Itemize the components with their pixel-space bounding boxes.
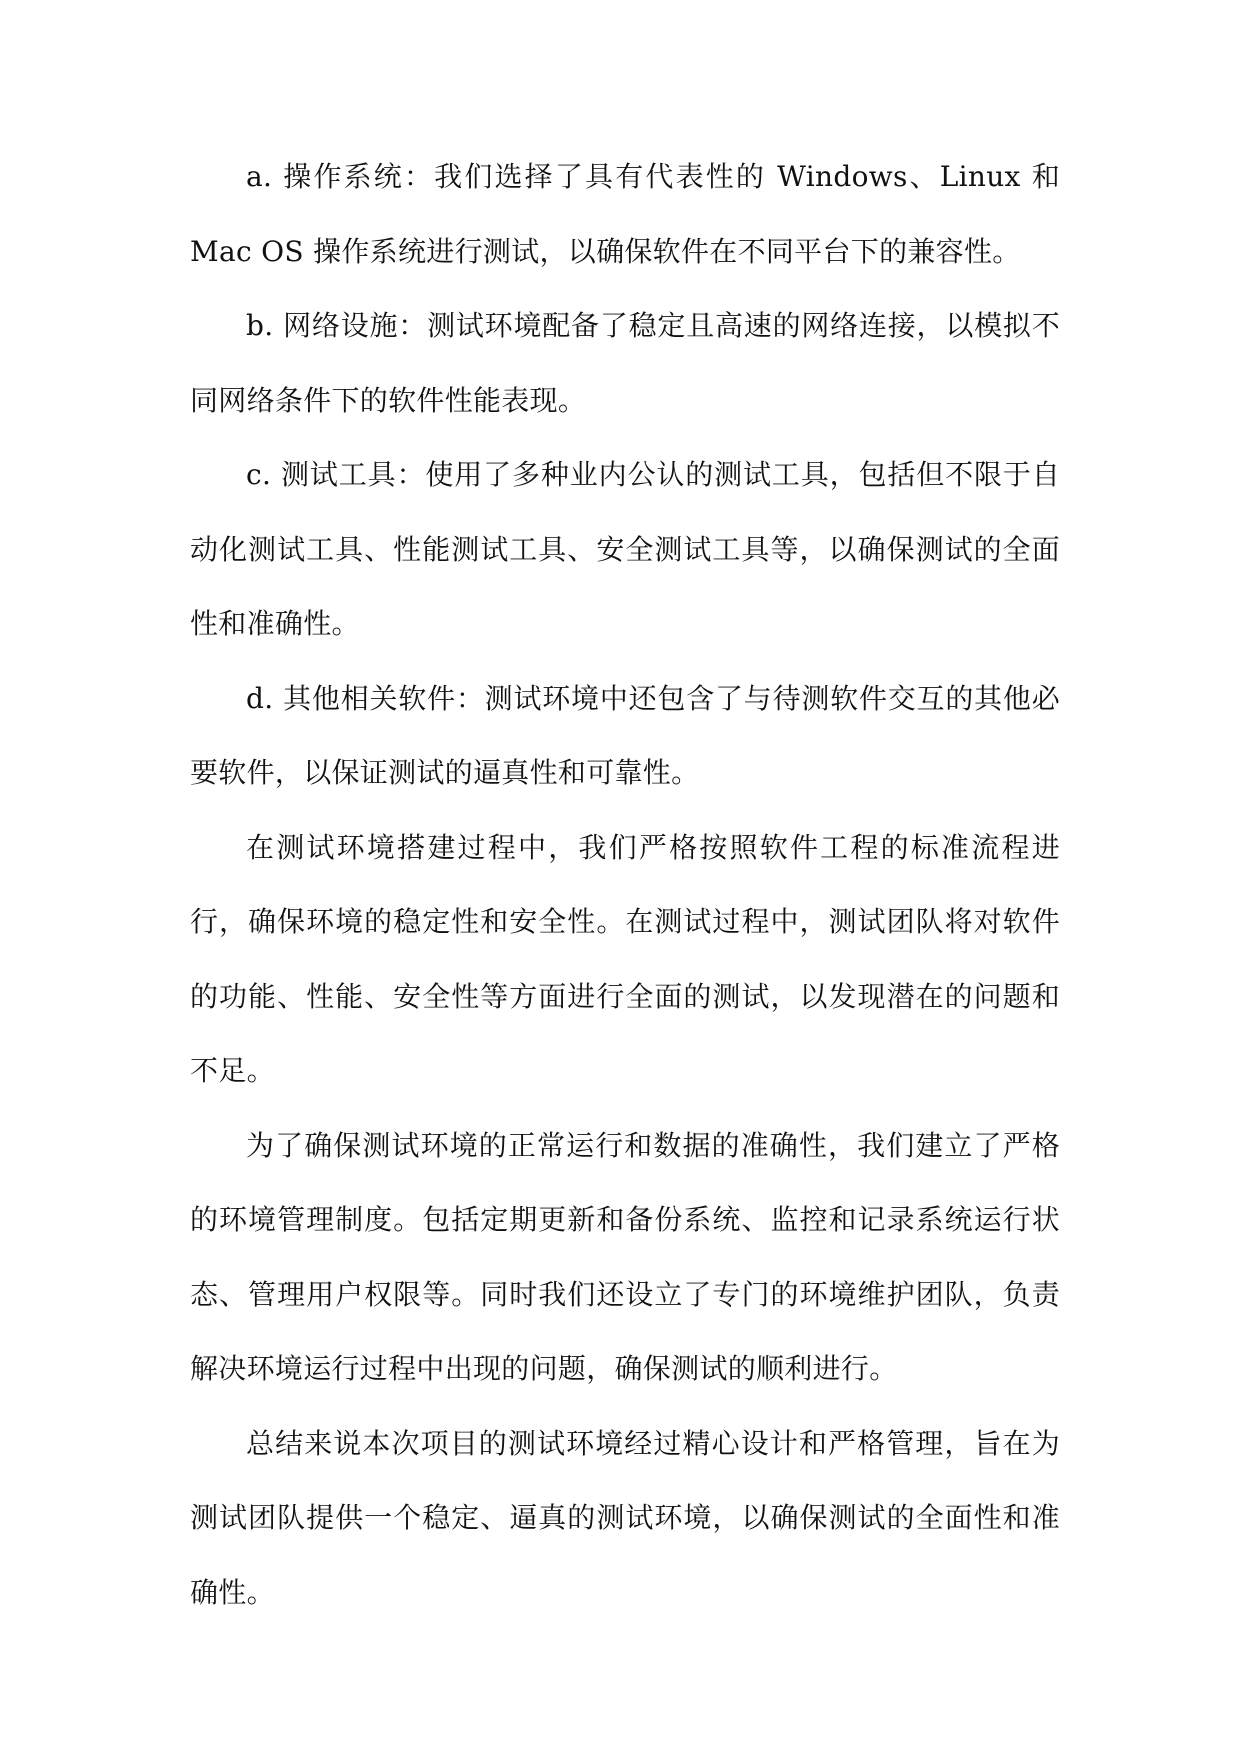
paragraph-text: 为了确保测试环境的正常运行和数据的准确性，我们建立了严格的环境管理制度。包括定期更新和备份系统、监控和记录系统运行状态、管理用户权限等。同时我们还设立了专门的环境维护团队，负责解决环境运行过程中出现的问题，确保测试的顺利进行。 xyxy=(190,1128,1060,1385)
list-label: b. xyxy=(246,309,274,342)
paragraph-text: 其他相关软件：测试环境中还包含了与待测软件交互的其他必要软件，以保证测试的逼真性和可靠性。 xyxy=(190,681,1060,789)
paragraph-test-tools xyxy=(190,438,1060,662)
paragraph-management xyxy=(190,1109,1060,1407)
paragraph-other-software xyxy=(190,662,1060,811)
paragraph-text: 总结来说本次项目的测试环境经过精心设计和严格管理，旨在为测试团队提供一个稳定、逼真的测试环境，以确保测试的全面性和准确性。 xyxy=(190,1426,1060,1609)
paragraph-setup-process xyxy=(190,811,1060,1109)
list-label: d. xyxy=(246,681,274,715)
paragraph-text: 测试工具：使用了多种业内公认的测试工具，包括但不限于自动化测试工具、性能测试工具、安全测试工具等，以确保测试的全面性和准确性。 xyxy=(190,458,1060,640)
paragraph-summary xyxy=(190,1407,1060,1631)
document-body xyxy=(190,140,1060,1630)
paragraph-text: 网络设施：测试环境配备了稳定且高速的网络连接，以模拟不同网络条件下的软件性能表现。 xyxy=(190,309,1060,417)
list-label: c. xyxy=(246,458,272,491)
paragraph-network xyxy=(190,289,1060,438)
paragraph-text: 操作系统：我们选择了具有代表性的 Windows、Linux 和 Mac OS 操作系统进行测试，以确保软件在不同平台下的兼容性。 xyxy=(190,160,1060,268)
paragraph-text: 在测试环境搭建过程中，我们严格按照软件工程的标准流程进行，确保环境的稳定性和安全性。在测试过程中，测试团队将对软件的功能、性能、安全性等方面进行全面的测试，以发现潜在的问题和不足。 xyxy=(190,830,1060,1087)
list-label: a. xyxy=(246,160,273,193)
paragraph-operating-system xyxy=(190,140,1060,289)
